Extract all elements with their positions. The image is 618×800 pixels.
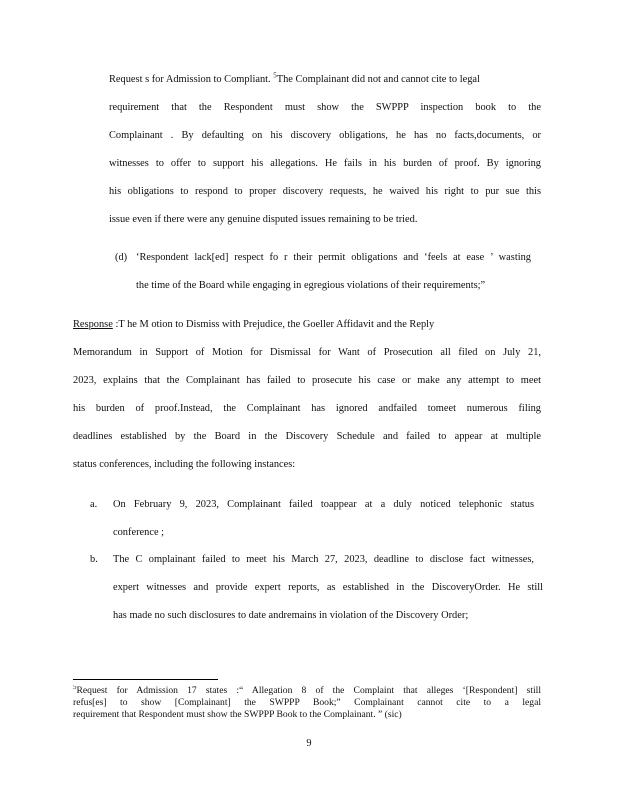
response-label: Response [73, 319, 113, 330]
para1-line-1a: Request s for Admission to Compliant. [109, 74, 271, 85]
list-item-a-line-2: conference ; [113, 527, 165, 538]
response-line-1 [73, 318, 434, 331]
list-item-a-line-1: On February 9, 2023, Complainant failed toappear at a duly noticed telephonic status [113, 499, 534, 510]
list-item-b-line-1: The C omplainant failed to meet his March 27, 2023, deadline to disclose fact witnesses, [113, 554, 534, 565]
footnote-reference[interactable]: 5 [273, 71, 277, 80]
response-line-1-text: :T he M otion to Dismiss with Prejudice, the Goeller Affidavit and the Reply [115, 319, 435, 330]
para1-line-4: witnesses to offer to support his allegations. He fails in his burden of proof. By ignoring [109, 158, 541, 169]
response-line-2: Memorandum in Support of Motion for Dismissal for Want of Prosecution all filed on July 21, [73, 347, 541, 358]
footnote-marker: 5 [73, 685, 77, 691]
response-line-4: his burden of proof.Instead, the Complainant has ignored andfailed tomeet numerous filing [73, 403, 541, 414]
para1-line-6: issue even if there were any genuine disputed issues remaining to be tried. [109, 214, 418, 225]
item-d-marker: (d) [115, 252, 128, 263]
item-d-line-1: ‘Respondent lack[ed] respect fo r their permit obligations and ‘feels at ease ’ wasting [136, 252, 531, 263]
response-line-5: deadlines established by the Board in the Discovery Schedule and failed to appear at multiple [73, 431, 541, 442]
para1-line-2: requirement that the Respondent must show the SWPPP inspection book to the [109, 102, 541, 113]
footnote-separator [73, 679, 218, 680]
page-number: 9 [306, 738, 312, 749]
item-d-line-2: the time of the Board while engaging in egregious violations of their requirements;” [136, 280, 486, 291]
footnote-line-1 [73, 685, 541, 696]
para1-line-3: Complainant . By defaulting on his discovery obligations, he has no facts,documents, or [109, 130, 541, 141]
para1-line-1 [109, 73, 480, 86]
footnote-line-1-text: Request for Admission 17 states :“ Allegation 8 of the Complaint that alleges ‘[Respondent] still [76, 685, 541, 696]
footnote-line-2: refus[es] to show [Complainant] the SWPPP Book;” Complainant cannot cite to a legal [73, 697, 541, 708]
list-item-b-line-3: has made no such disclosures to date andremains in violation of the Discovery Order; [113, 610, 469, 621]
para1-line-1b: The Complainant did not and cannot cite to legal [276, 74, 480, 85]
footnote-line-3: requirement that Respondent must show the SWPPP Book to the Complainant. ” (sic) [73, 709, 402, 720]
response-line-6: status conferences, including the following instances: [73, 459, 296, 470]
list-item-b-marker: b. [90, 554, 98, 565]
list-item-a-marker: a. [90, 499, 98, 510]
list-item-b-line-2: expert witnesses and provide expert reports, as established in the DiscoveryOrder. He still [113, 582, 543, 593]
para1-line-5: his obligations to respond to proper discovery requests, he waived his right to pur sue this [109, 186, 541, 197]
response-line-3: 2023, explains that the Complainant has failed to prosecute his case or make any attempt to meet [73, 375, 541, 386]
